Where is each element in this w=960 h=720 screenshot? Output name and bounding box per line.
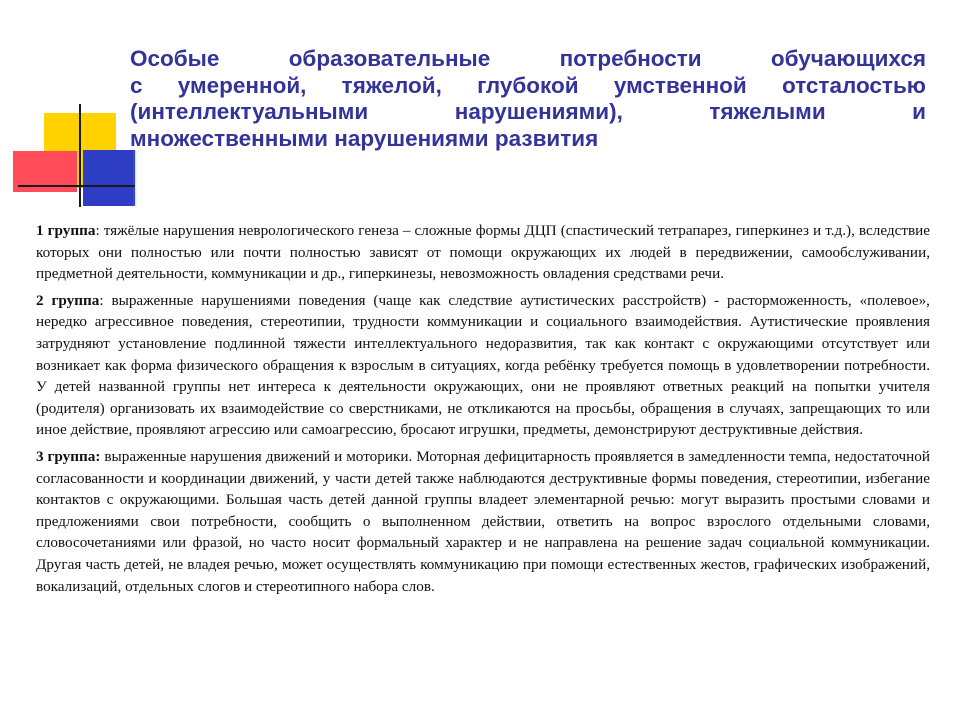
group-1-label: 1 группа	[36, 222, 96, 239]
title-line-2: с умеренной, тяжелой, глубокой умственной отсталостью	[130, 72, 926, 98]
group-3-text: выраженные нарушения движений и моторики. Моторная дефицитарность проявляется в замедленности темпа, недостаточной согласованности и координации движений, у части детей также наблюдаются деструктивные формы поведения, стереотипии, избегание контактов с окружающими. Большая часть детей данной группы владеет элементарной речью: могут выразить простыми словами и предложениями свои потребности, сообщить о выполненном действии, ответить на вопрос взрослого отдельными словами, словосочетаниями или фразой, но часто носит формальный характер и не направлена на решение задач социальной коммуникации. Другая часть детей, не владея речью, может осуществлять коммуникацию при помощи естественных жестов, графических изображений, вокализаций, отдельных слогов и стереотипного набора слов.	[36, 447, 931, 595]
decor-blue-square	[83, 150, 135, 206]
title-line-1: Особые образовательные потребности обучающихся	[130, 46, 926, 71]
group-3-paragraph	[36, 446, 930, 597]
decor-blue-shadow	[133, 150, 137, 206]
group-1-text: : тяжёлые нарушения неврологического генеза – сложные формы ДЦП (спастический тетрапарез, гиперкинез и т.д.), вследствие которых они полностью или почти полностью зависят от помощи окружающих их людей в передвижении, самообслуживании, предметной деятельности, коммуникации и др., гиперкинезы, невозможность овладения средствами речи.	[36, 222, 931, 283]
title-line-4: множественными нарушениями развития	[130, 125, 599, 151]
group-1-paragraph	[36, 220, 930, 285]
slide-body	[36, 220, 930, 602]
slide-title	[130, 46, 926, 152]
group-3-label: 3 группа:	[36, 447, 101, 465]
title-line-3: (интеллектуальными нарушениями), тяжелыми и	[130, 99, 926, 124]
decor-horizontal-line	[18, 185, 135, 187]
group-2-label: 2 группа	[36, 291, 100, 309]
group-2-paragraph	[36, 290, 930, 441]
decor-vertical-line	[79, 104, 81, 207]
group-2-text: : выраженные нарушениями поведения (чаще как следствие аутистических расстройств) - расторможенность, «полевое», нередко агрессивное поведения, стереотипии, трудности коммуникации и социального взаимодействия. Аутистические проявления затрудняют установление подлинной тяжести интеллектуального недоразвития, так как контакт с окружающими отсутствует или возникает как форма физического обращения к взрослым в ситуациях, когда ребёнку требуется помощь в удовлетворении потребности. У детей названной группы нет интереса к деятельности окружающих, они не проявляют ответных реакций на попытки учителя (родителя) организовать их взаимодействие со сверстниками, не откликаются на просьбы, обращения в случаях, запрещающих то или иное действие, проявляют агрессию или самоагрессию, бросают игрушки, предметы, демонстрируют деструктивные действия.	[36, 291, 930, 439]
